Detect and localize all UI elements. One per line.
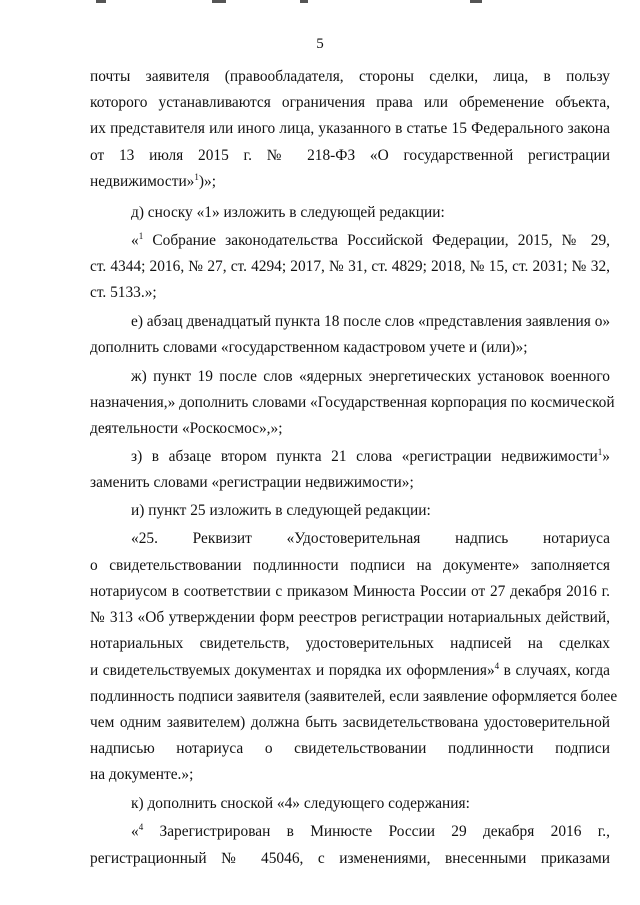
text-line [90, 662, 610, 680]
text-fragment: « [131, 823, 139, 840]
paragraph-d: д) сноску «1» изложить в следующей редакции: [131, 204, 445, 221]
text-line: назначения,» дополнить словами «Государственная корпорация по космической [90, 394, 615, 411]
footnote-ref: 1 [597, 447, 603, 457]
text-line: надписью нотариуса о свидетельствовании подлинности подписи [90, 740, 610, 757]
text-line: которого устанавливаются ограничения права или обременение объекта, [90, 94, 610, 111]
text-fragment: Собрание законодательства Российской Федерации, 2015, № 29, [143, 232, 610, 249]
page-number: 5 [316, 36, 324, 52]
paragraph-i: и) пункт 25 изложить в следующей редакции: [131, 502, 431, 519]
text-line: «25. Реквизит «Удостоверительная надпись нотариуса [131, 530, 610, 547]
text-line: их представителя или иного лица, указанного в статье 15 Федерального закона [90, 120, 610, 137]
paragraph-e: е) абзац двенадцатый пункта 18 после слов «представления заявления о» [131, 313, 611, 330]
scan-edge-mark [212, 0, 226, 3]
text-line: подлинность подписи заявителя (заявителей, если заявление оформляется более [90, 688, 618, 705]
footnote-1-start [131, 232, 610, 250]
paragraph-zh: ж) пункт 19 после слов «ядерных энергетических установок военного [131, 368, 610, 385]
text-line: нотариусом в соответствии с приказом Минюста России от 27 декабря 2016 г. [90, 583, 610, 600]
text-line: от 13 июля 2015 г. № 218-ФЗ «О государственной регистрации [90, 147, 610, 164]
footnote-marker: 1 [138, 231, 144, 241]
text-line: заменить словами «регистрации недвижимости»; [90, 474, 414, 491]
text-fragment: » [602, 448, 610, 465]
scan-edge-mark [470, 0, 482, 3]
text-line: деятельности «Роскосмос»,»; [90, 420, 283, 437]
text-fragment: и свидетельствуемых документах и порядка их оформления» [90, 662, 495, 679]
text-fragment: з) в абзаце втором пункта 21 слова «регистрации недвижимости [131, 448, 598, 465]
paragraph-z [131, 448, 610, 466]
text-line: дополнить словами «государственном кадастровом учете и (или)»; [90, 339, 528, 356]
text-line: нотариальных свидетельств, удостоверительных надписей на сделках [90, 635, 610, 652]
text-line: регистрационный № 45046, с изменениями, внесенными приказами [90, 850, 610, 867]
text-line: ст. 4344; 2016, № 27, ст. 4294; 2017, № 31, ст. 4829; 2018, № 15, ст. 2031; № 32, [90, 258, 610, 275]
text-line: № 313 «Об утверждении форм реестров регистрации нотариальных действий, [90, 609, 610, 626]
text-line [90, 173, 216, 191]
footnote-ref: 4 [494, 661, 500, 671]
text-fragment: « [131, 232, 139, 249]
text-fragment: )»; [198, 173, 216, 190]
text-fragment: недвижимости» [90, 173, 195, 190]
footnote-ref: 1 [194, 172, 199, 182]
text-line: ст. 5133.»; [90, 284, 157, 301]
text-line: на документе.»; [90, 766, 194, 783]
text-fragment: Зарегистрирован в Минюсте России 29 декабря 2016 г., [143, 823, 610, 840]
text-line: чем одним заявителем) должна быть засвидетельствована удостоверительной [90, 714, 610, 731]
text-fragment: в случаях, когда [499, 662, 610, 679]
paragraph-k: к) дополнить сноской «4» следующего содержания: [131, 795, 470, 812]
scan-edge-mark [96, 0, 106, 3]
text-line: почты заявителя (правообладателя, стороны сделки, лица, в пользу [90, 68, 610, 85]
text-line: о свидетельствовании подлинности подписи на документе» заполняется [90, 557, 610, 574]
footnote-4-start [131, 823, 610, 841]
scan-edge-mark [300, 0, 308, 3]
footnote-marker: 4 [138, 822, 144, 832]
